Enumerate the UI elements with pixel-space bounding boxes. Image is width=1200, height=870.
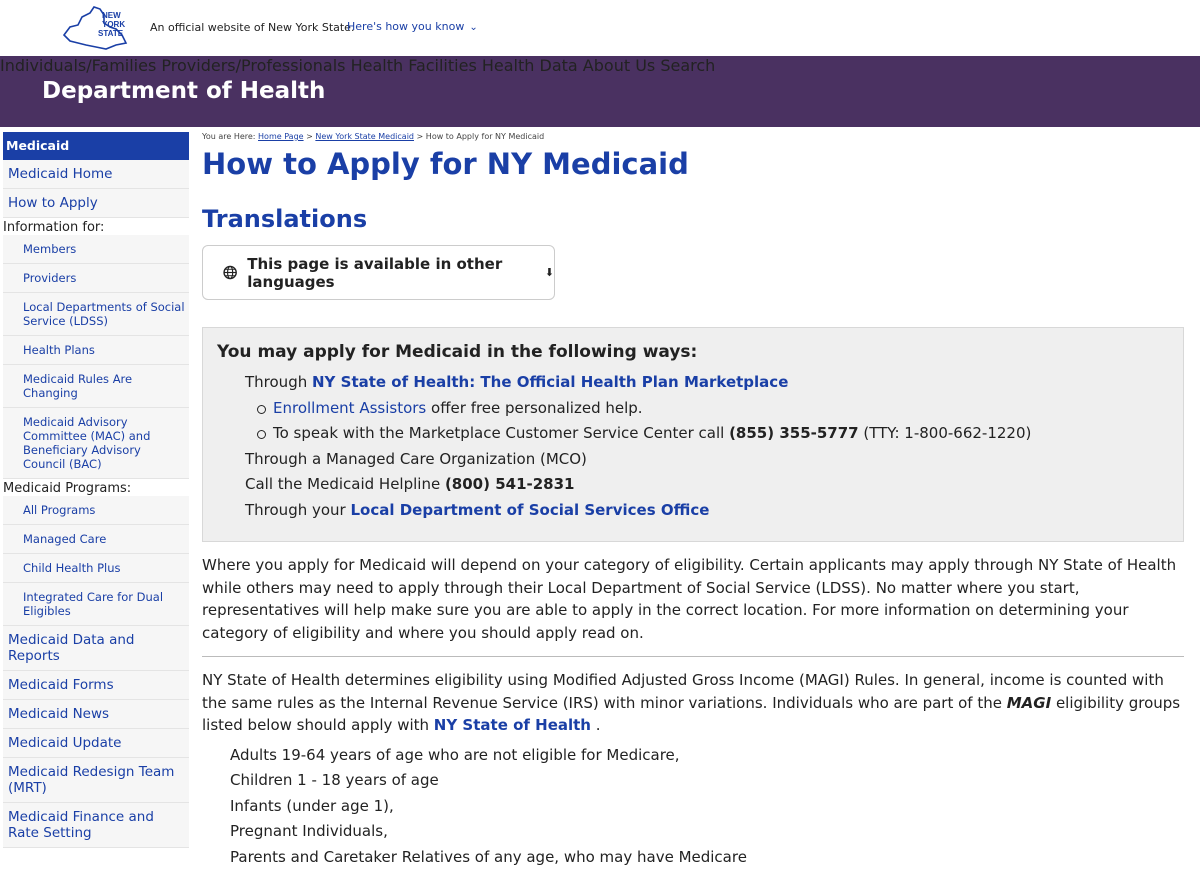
apply-ways-heading: You may apply for Medicaid in the following ways: [217, 342, 1169, 362]
sidebar-item-news[interactable]: Medicaid News [3, 700, 189, 729]
list-item: To speak with the Marketplace Customer Service Center call (855) 355-5777 (TTY: 1-800-662-1220) [245, 421, 1169, 447]
magi-paragraph: NY State of Health determines eligibility using Modified Adjusted Gross Income (MAGI) Rules. In general, income is counted with the same rules as the Internal Revenue Service (IRS) with minor variations. Individuals who are part of the MAGI eligibility groups listed below should apply with NY State of Health . [202, 669, 1184, 737]
eligibility-paragraph: Where you apply for Medicaid will depend on your category of eligibility. Certain applicants may apply through NY State of Health while others may need to apply through their Local Department of Social Service (LDSS). No matter where you start, representatives will help make sure you are able to apply in the correct location. For more information on determining your category of eligibility and where you should apply read on. [202, 554, 1184, 644]
magi-groups-list [202, 743, 1184, 870]
nav-providers-professionals[interactable]: Providers/Professionals [161, 56, 345, 75]
sidebar-item-medicaid-home[interactable]: Medicaid Home [3, 160, 189, 189]
divider [202, 656, 1184, 657]
nav-search[interactable]: Search [660, 56, 715, 75]
how-you-know-toggle[interactable] [347, 20, 478, 33]
sidebar-item-rules-changing[interactable]: Medicaid Rules Are Changing [3, 365, 189, 408]
svg-text:NEW: NEW [102, 11, 121, 20]
sidebar-item-health-plans[interactable]: Health Plans [3, 336, 189, 365]
list-item: Children 1 - 18 years of age [230, 768, 1184, 794]
nys-logo[interactable] [60, 5, 134, 51]
breadcrumb-prefix: You are Here: [202, 132, 255, 141]
language-selector-label: This page is available in other languages [247, 255, 539, 291]
sidebar-item-all-programs[interactable]: All Programs [3, 496, 189, 525]
list-item: Call the Medicaid Helpline (800) 541-2831 [245, 472, 1169, 498]
site-header [0, 56, 1200, 127]
enrollment-assistors-link[interactable]: Enrollment Assistors [273, 399, 426, 417]
sidebar-item-finance-rate[interactable]: Medicaid Finance and Rate Setting [3, 803, 189, 848]
official-site-text: An official website of New York State. [150, 21, 354, 34]
list-item: Pregnant Individuals, [230, 819, 1184, 845]
svg-text:STATE: STATE [98, 29, 124, 38]
sidebar-item-child-health-plus[interactable]: Child Health Plus [3, 554, 189, 583]
sidebar-programs-label: Medicaid Programs: [3, 479, 189, 496]
list-item: Through NY State of Health: The Official Health Plan Marketplace [245, 370, 1169, 396]
sidebar-item-ldss[interactable]: Local Departments of Social Service (LDSS) [3, 293, 189, 336]
medicaid-helpline-phone: (800) 541-2831 [445, 475, 575, 493]
breadcrumb-medicaid-link[interactable]: New York State Medicaid [315, 132, 414, 141]
list-item: Adults 19-64 years of age who are not eligible for Medicare, [230, 743, 1184, 769]
translations-heading: Translations [202, 205, 1184, 233]
breadcrumb: You are Here: Home Page > New York State Medicaid > How to Apply for NY Medicaid [202, 132, 1184, 141]
page-title: How to Apply for NY Medicaid [202, 147, 1184, 181]
svg-text:YORK: YORK [102, 20, 125, 29]
ny-state-of-health-link-2[interactable]: NY State of Health [434, 716, 591, 734]
sidebar-item-update[interactable]: Medicaid Update [3, 729, 189, 758]
breadcrumb-current: How to Apply for NY Medicaid [426, 132, 544, 141]
nav-health-facilities[interactable]: Health Facilities [351, 56, 477, 75]
list-item: Through a Managed Care Organization (MCO) [245, 447, 1169, 473]
list-item: Infants (under age 1), [230, 794, 1184, 820]
list-item: Enrollment Assistors offer free personalized help. [245, 396, 1169, 422]
chevron-down-icon: ⌄ [469, 22, 477, 33]
sidebar-item-members[interactable]: Members [3, 235, 189, 264]
language-selector[interactable] [202, 245, 555, 300]
nav-about-us[interactable]: About Us [583, 56, 655, 75]
arrow-down-icon: ⬇ [545, 266, 554, 279]
sidebar-item-forms[interactable]: Medicaid Forms [3, 671, 189, 700]
list-item: Parents and Caretaker Relatives of any age, who may have Medicare [230, 845, 1184, 870]
local-dss-link[interactable]: Local Department of Social Services Office [350, 501, 709, 519]
sidebar-item-how-to-apply[interactable]: How to Apply [3, 189, 189, 218]
nav-health-data[interactable]: Health Data [482, 56, 578, 75]
sidebar-item-advisory-committee[interactable]: Medicaid Advisory Committee (MAC) and Beneficiary Advisory Council (BAC) [3, 408, 189, 479]
apply-ways-box [202, 327, 1184, 542]
nav-individuals-families[interactable]: Individuals/Families [0, 56, 156, 75]
how-you-know-label: Here's how you know [347, 20, 464, 33]
department-title[interactable]: Department of Health [42, 78, 325, 104]
ny-state-of-health-link[interactable]: NY State of Health: The Official Health Plan Marketplace [312, 373, 788, 391]
official-banner [0, 0, 1200, 56]
marketplace-phone: (855) 355-5777 [729, 424, 859, 442]
sidebar-item-integrated-care[interactable]: Integrated Care for Dual Eligibles [3, 583, 189, 626]
sidebar [3, 132, 189, 848]
sidebar-item-data-reports[interactable]: Medicaid Data and Reports [3, 626, 189, 671]
sidebar-info-label: Information for: [3, 218, 189, 235]
sidebar-heading[interactable]: Medicaid [3, 132, 189, 160]
list-item: Through your Local Department of Social Services Office [245, 498, 1169, 524]
apply-ways-list [217, 370, 1169, 523]
sidebar-item-redesign-team[interactable]: Medicaid Redesign Team (MRT) [3, 758, 189, 803]
globe-icon [223, 264, 237, 281]
sidebar-item-providers[interactable]: Providers [3, 264, 189, 293]
main-content [202, 132, 1184, 870]
breadcrumb-home-link[interactable]: Home Page [258, 132, 304, 141]
sidebar-item-managed-care[interactable]: Managed Care [3, 525, 189, 554]
